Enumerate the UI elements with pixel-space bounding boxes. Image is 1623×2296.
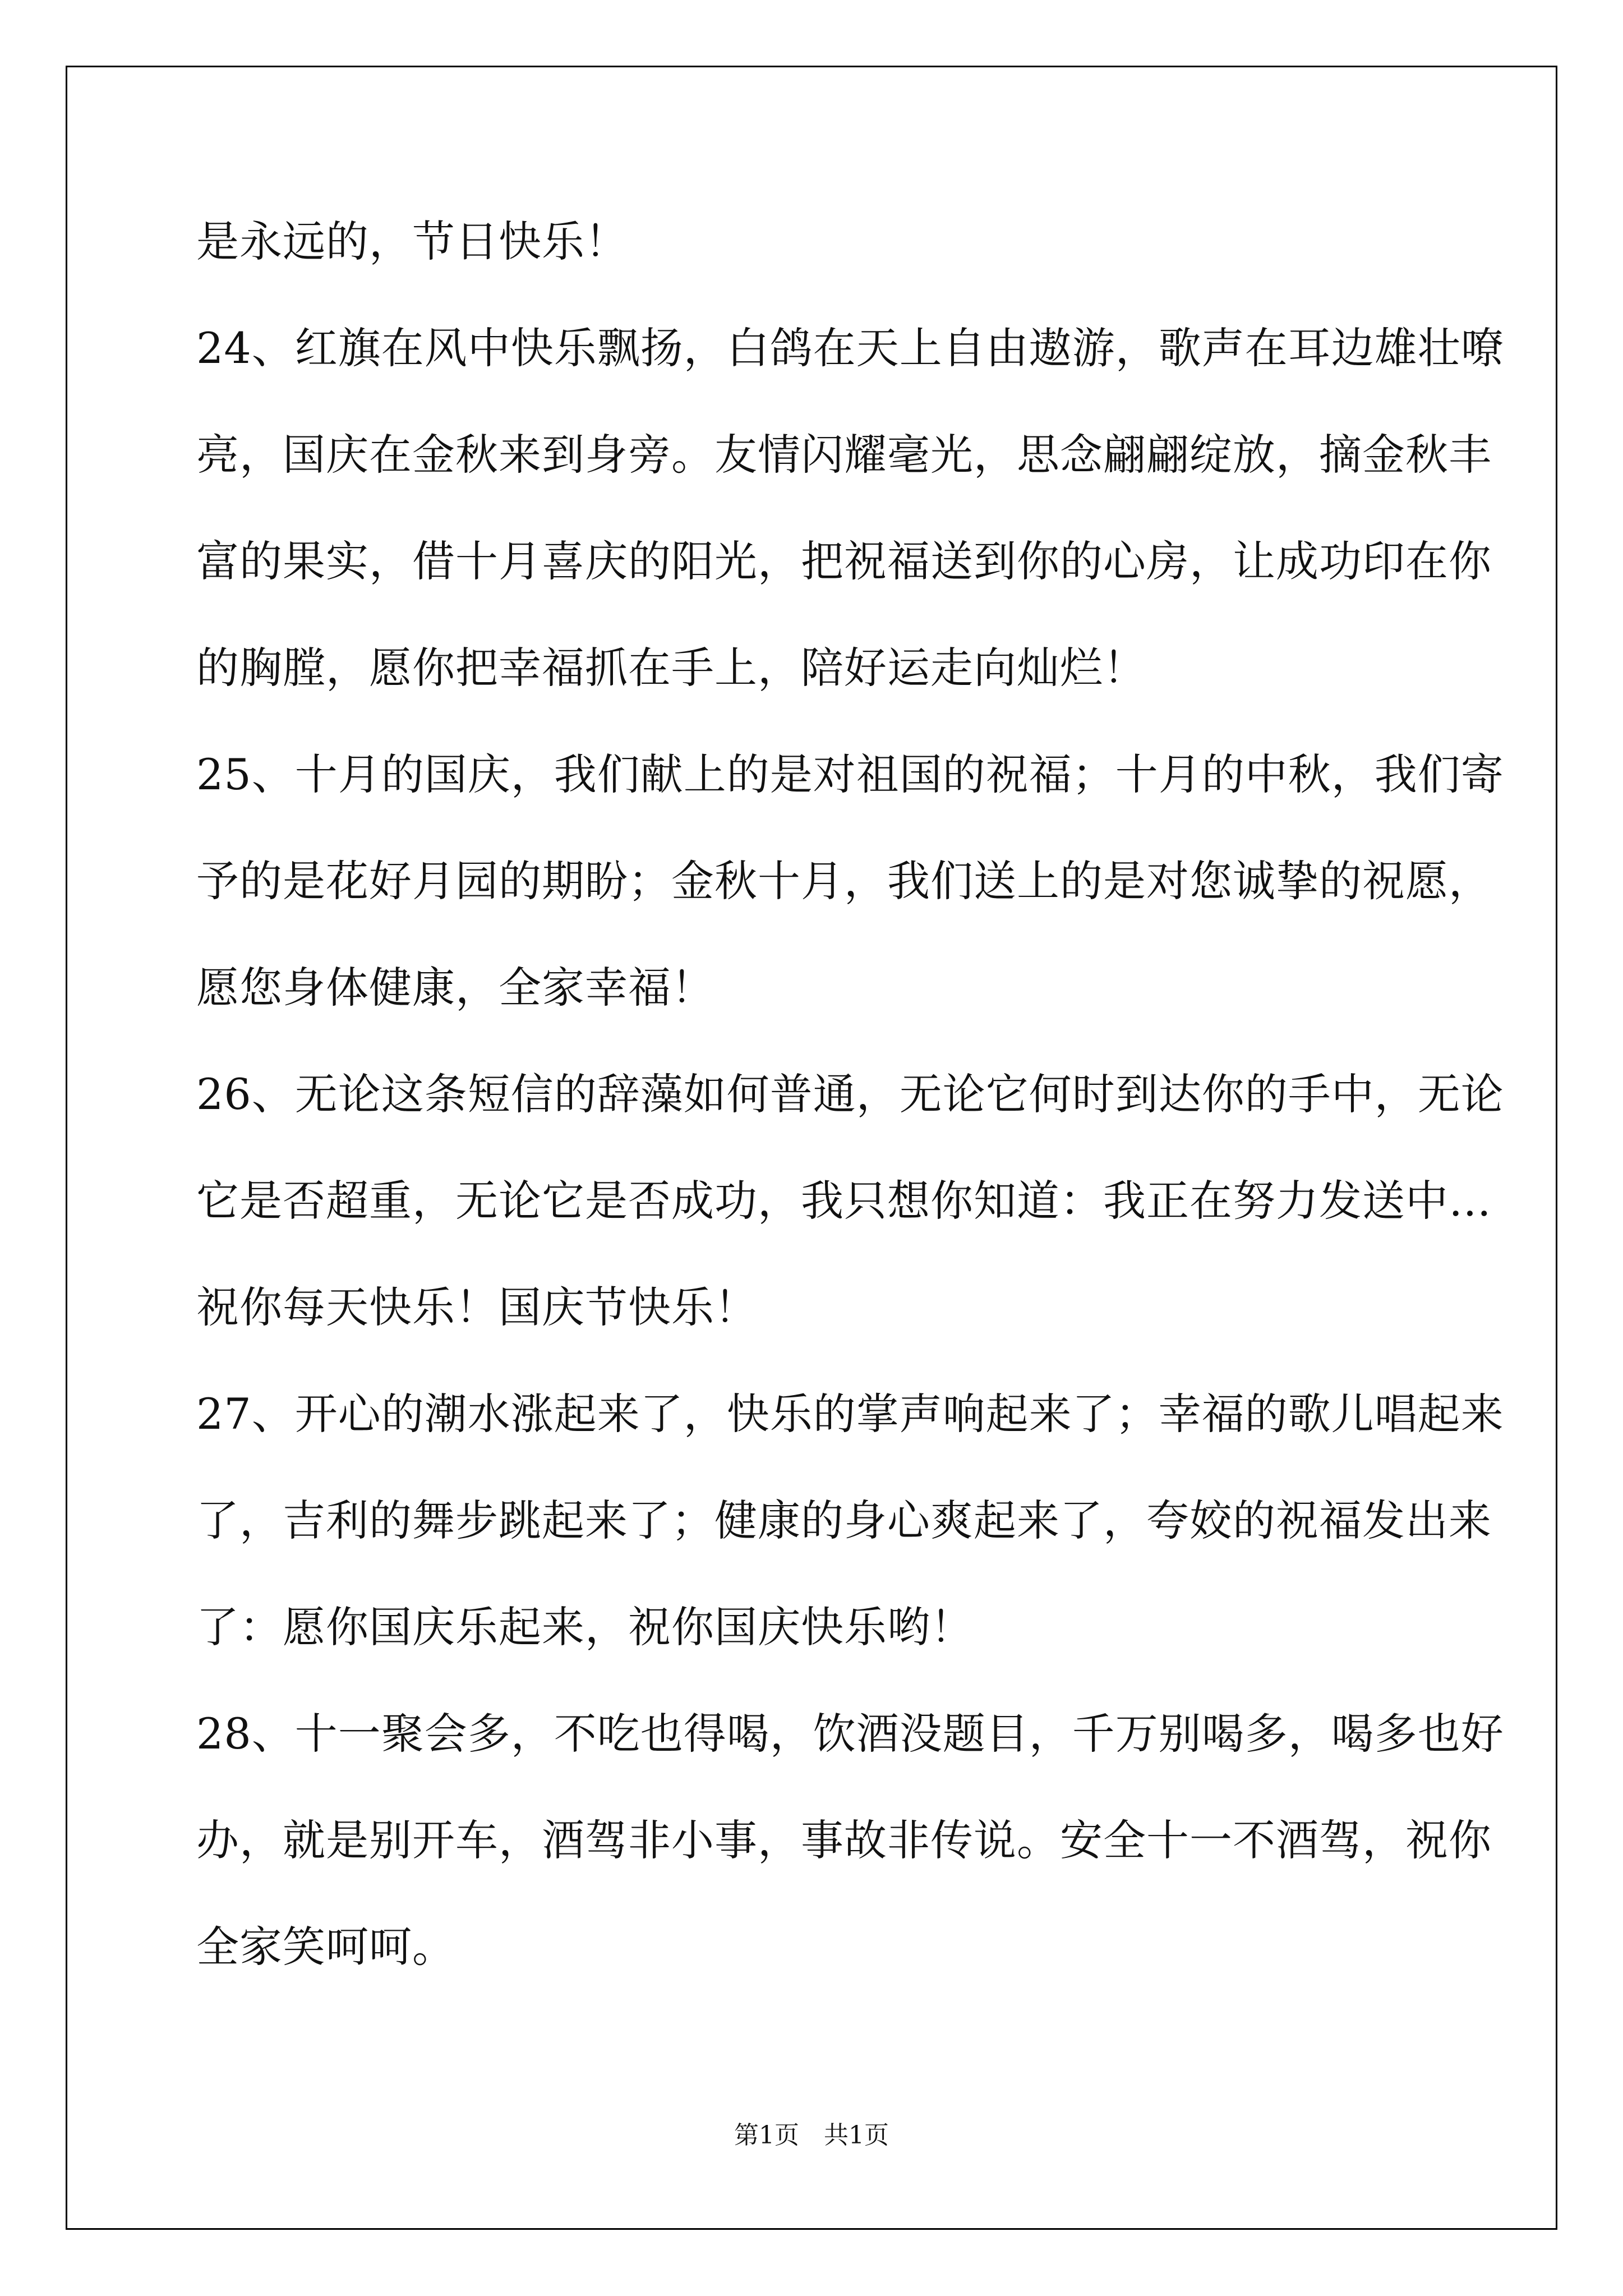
document-body xyxy=(196,214,1504,2026)
text-line: 24、红旗在风中快乐飘扬，白鸽在天上自由遨游，歌声在耳边雄壮嘹 xyxy=(196,323,1504,373)
text-line: 25、十月的国庆，我们献上的是对祖国的祝福；十月的中秋，我们寄 xyxy=(196,749,1504,799)
page-number-footer: 第1页 共1页 xyxy=(734,2121,889,2150)
text-line: 祝你每天快乐！国庆节快乐！ xyxy=(196,1282,758,1332)
text-line: 富的果实，借十月喜庆的阳光，把祝福送到你的心房，让成功印在你 xyxy=(196,536,1492,586)
text-line: 亮，国庆在金秋来到身旁。友情闪耀毫光，思念翩翩绽放，摘金秋丰 xyxy=(196,430,1492,480)
text-line: 27、开心的潮水涨起来了，快乐的掌声响起来了；幸福的歌儿唱起来 xyxy=(196,1389,1504,1439)
text-line: 全家笑呵呵。 xyxy=(196,1922,455,1972)
text-line: 办，就是别开车，酒驾非小事，事故非传说。安全十一不酒驾，祝你 xyxy=(196,1815,1492,1865)
text-line: 是永远的，节日快乐！ xyxy=(196,217,628,266)
text-line: 的胸膛，愿你把幸福抓在手上，陪好运走向灿烂！ xyxy=(196,643,1146,693)
text-line: 了，吉利的舞步跳起来了；健康的身心爽起来了，夸姣的祝福发出来 xyxy=(196,1496,1492,1545)
text-line: 愿您身体健康，全家幸福！ xyxy=(196,963,714,1013)
text-line: 予的是花好月园的期盼；金秋十月，我们送上的是对您诚挚的祝愿， xyxy=(196,856,1492,906)
text-line: 28、十一聚会多，不吃也得喝，饮酒没题目，千万别喝多，喝多也好 xyxy=(196,1709,1504,1759)
text-line: 26、无论这条短信的辞藻如何普通，无论它何时到达你的手中，无论 xyxy=(196,1069,1504,1119)
text-line: 了：愿你国庆乐起来，祝你国庆快乐哟！ xyxy=(196,1602,974,1652)
text-line: 它是否超重，无论它是否成功，我只想你知道：我正在努力发送中… xyxy=(196,1176,1492,1226)
